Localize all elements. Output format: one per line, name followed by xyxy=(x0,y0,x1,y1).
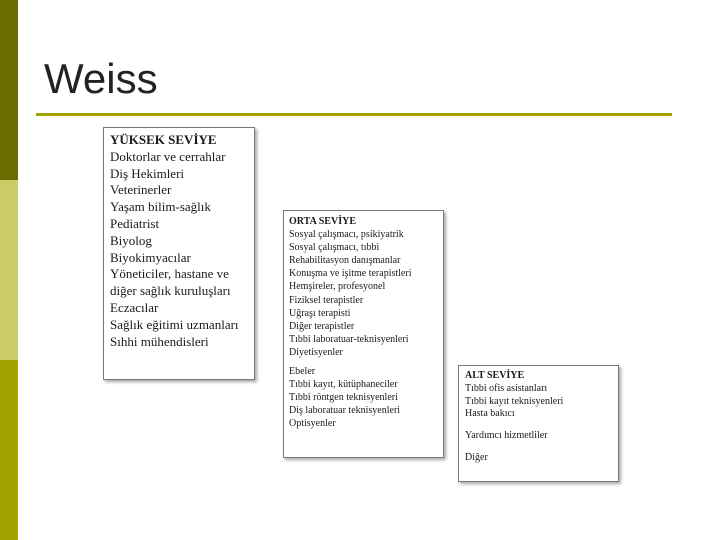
high-level-box xyxy=(103,127,255,380)
mid-level-item: Tıbbi laboratuar-teknisyenleri xyxy=(289,333,409,345)
mid-level-box xyxy=(283,210,444,458)
high-level-item: Eczacılar xyxy=(110,299,159,315)
low-level-item: Diğer xyxy=(465,451,488,463)
high-level-item: Sıhhi mühendisleri xyxy=(110,333,209,349)
low-level-item: Tıbbi ofis asistanları xyxy=(465,382,548,394)
mid-level-item: Fiziksel terapistler xyxy=(289,294,364,306)
high-level-item: Biyokimyacılar xyxy=(110,249,191,265)
low-level-heading: ALT SEVİYE xyxy=(465,370,525,381)
accent-bar-middle xyxy=(0,180,18,360)
low-level-item: Tıbbi kayıt teknisyenleri xyxy=(465,395,564,407)
mid-level-item: Tıbbi kayıt, kütüphaneciler xyxy=(289,379,398,391)
mid-level-item: Diyetisyenler xyxy=(289,346,343,358)
mid-level-item: Ebeler xyxy=(289,366,316,378)
mid-level-item: Optisyenler xyxy=(289,418,336,430)
high-level-item: Biyolog xyxy=(110,232,152,248)
mid-level-item: Tıbbi röntgen teknisyenleri xyxy=(289,392,398,404)
high-level-item: Yöneticiler, hastane ve xyxy=(110,266,229,282)
low-level-item: Yardımcı hizmetliler xyxy=(465,430,548,442)
high-level-item: Doktorlar ve cerrahlar xyxy=(110,148,226,164)
mid-level-item: Sosyal çalışmacı, tıbbi xyxy=(289,242,380,254)
high-level-item: Diş Hekimleri xyxy=(110,165,185,181)
high-level-item: Yaşam bilim-sağlık xyxy=(110,199,211,215)
high-level-item: diğer sağlık kuruluşları xyxy=(110,283,231,299)
high-level-item: Pediatrist xyxy=(110,215,160,231)
high-level-item: Sağlık eğitimi uzmanları xyxy=(110,316,239,332)
high-level-item: Veterinerler xyxy=(110,182,172,198)
mid-level-item: Diğer terapistler xyxy=(289,320,355,332)
mid-level-item: Sosyal çalışmacı, psikiyatrik xyxy=(289,229,404,241)
accent-bar-bottom xyxy=(0,360,18,540)
accent-bar-top xyxy=(0,0,18,180)
group-spacer xyxy=(465,443,618,452)
mid-level-item: Diş laboratuar teknisyenleri xyxy=(289,405,401,417)
mid-level-item: Hemşireler, profesyonel xyxy=(289,281,386,293)
high-level-heading: YÜKSEK SEVİYE xyxy=(110,132,217,147)
mid-level-item: Uğraşı terapisti xyxy=(289,307,351,319)
low-level-box xyxy=(458,365,619,482)
group-spacer xyxy=(465,421,618,430)
mid-level-heading: ORTA SEVİYE xyxy=(289,216,356,227)
mid-level-item: Rehabilitasyon danışmanlar xyxy=(289,255,401,267)
title-underline xyxy=(36,113,672,116)
low-level-item: Hasta bakıcı xyxy=(465,408,515,420)
mid-level-item: Konuşma ve işitme terapistleri xyxy=(289,268,412,280)
slide-title: Weiss xyxy=(44,55,158,102)
